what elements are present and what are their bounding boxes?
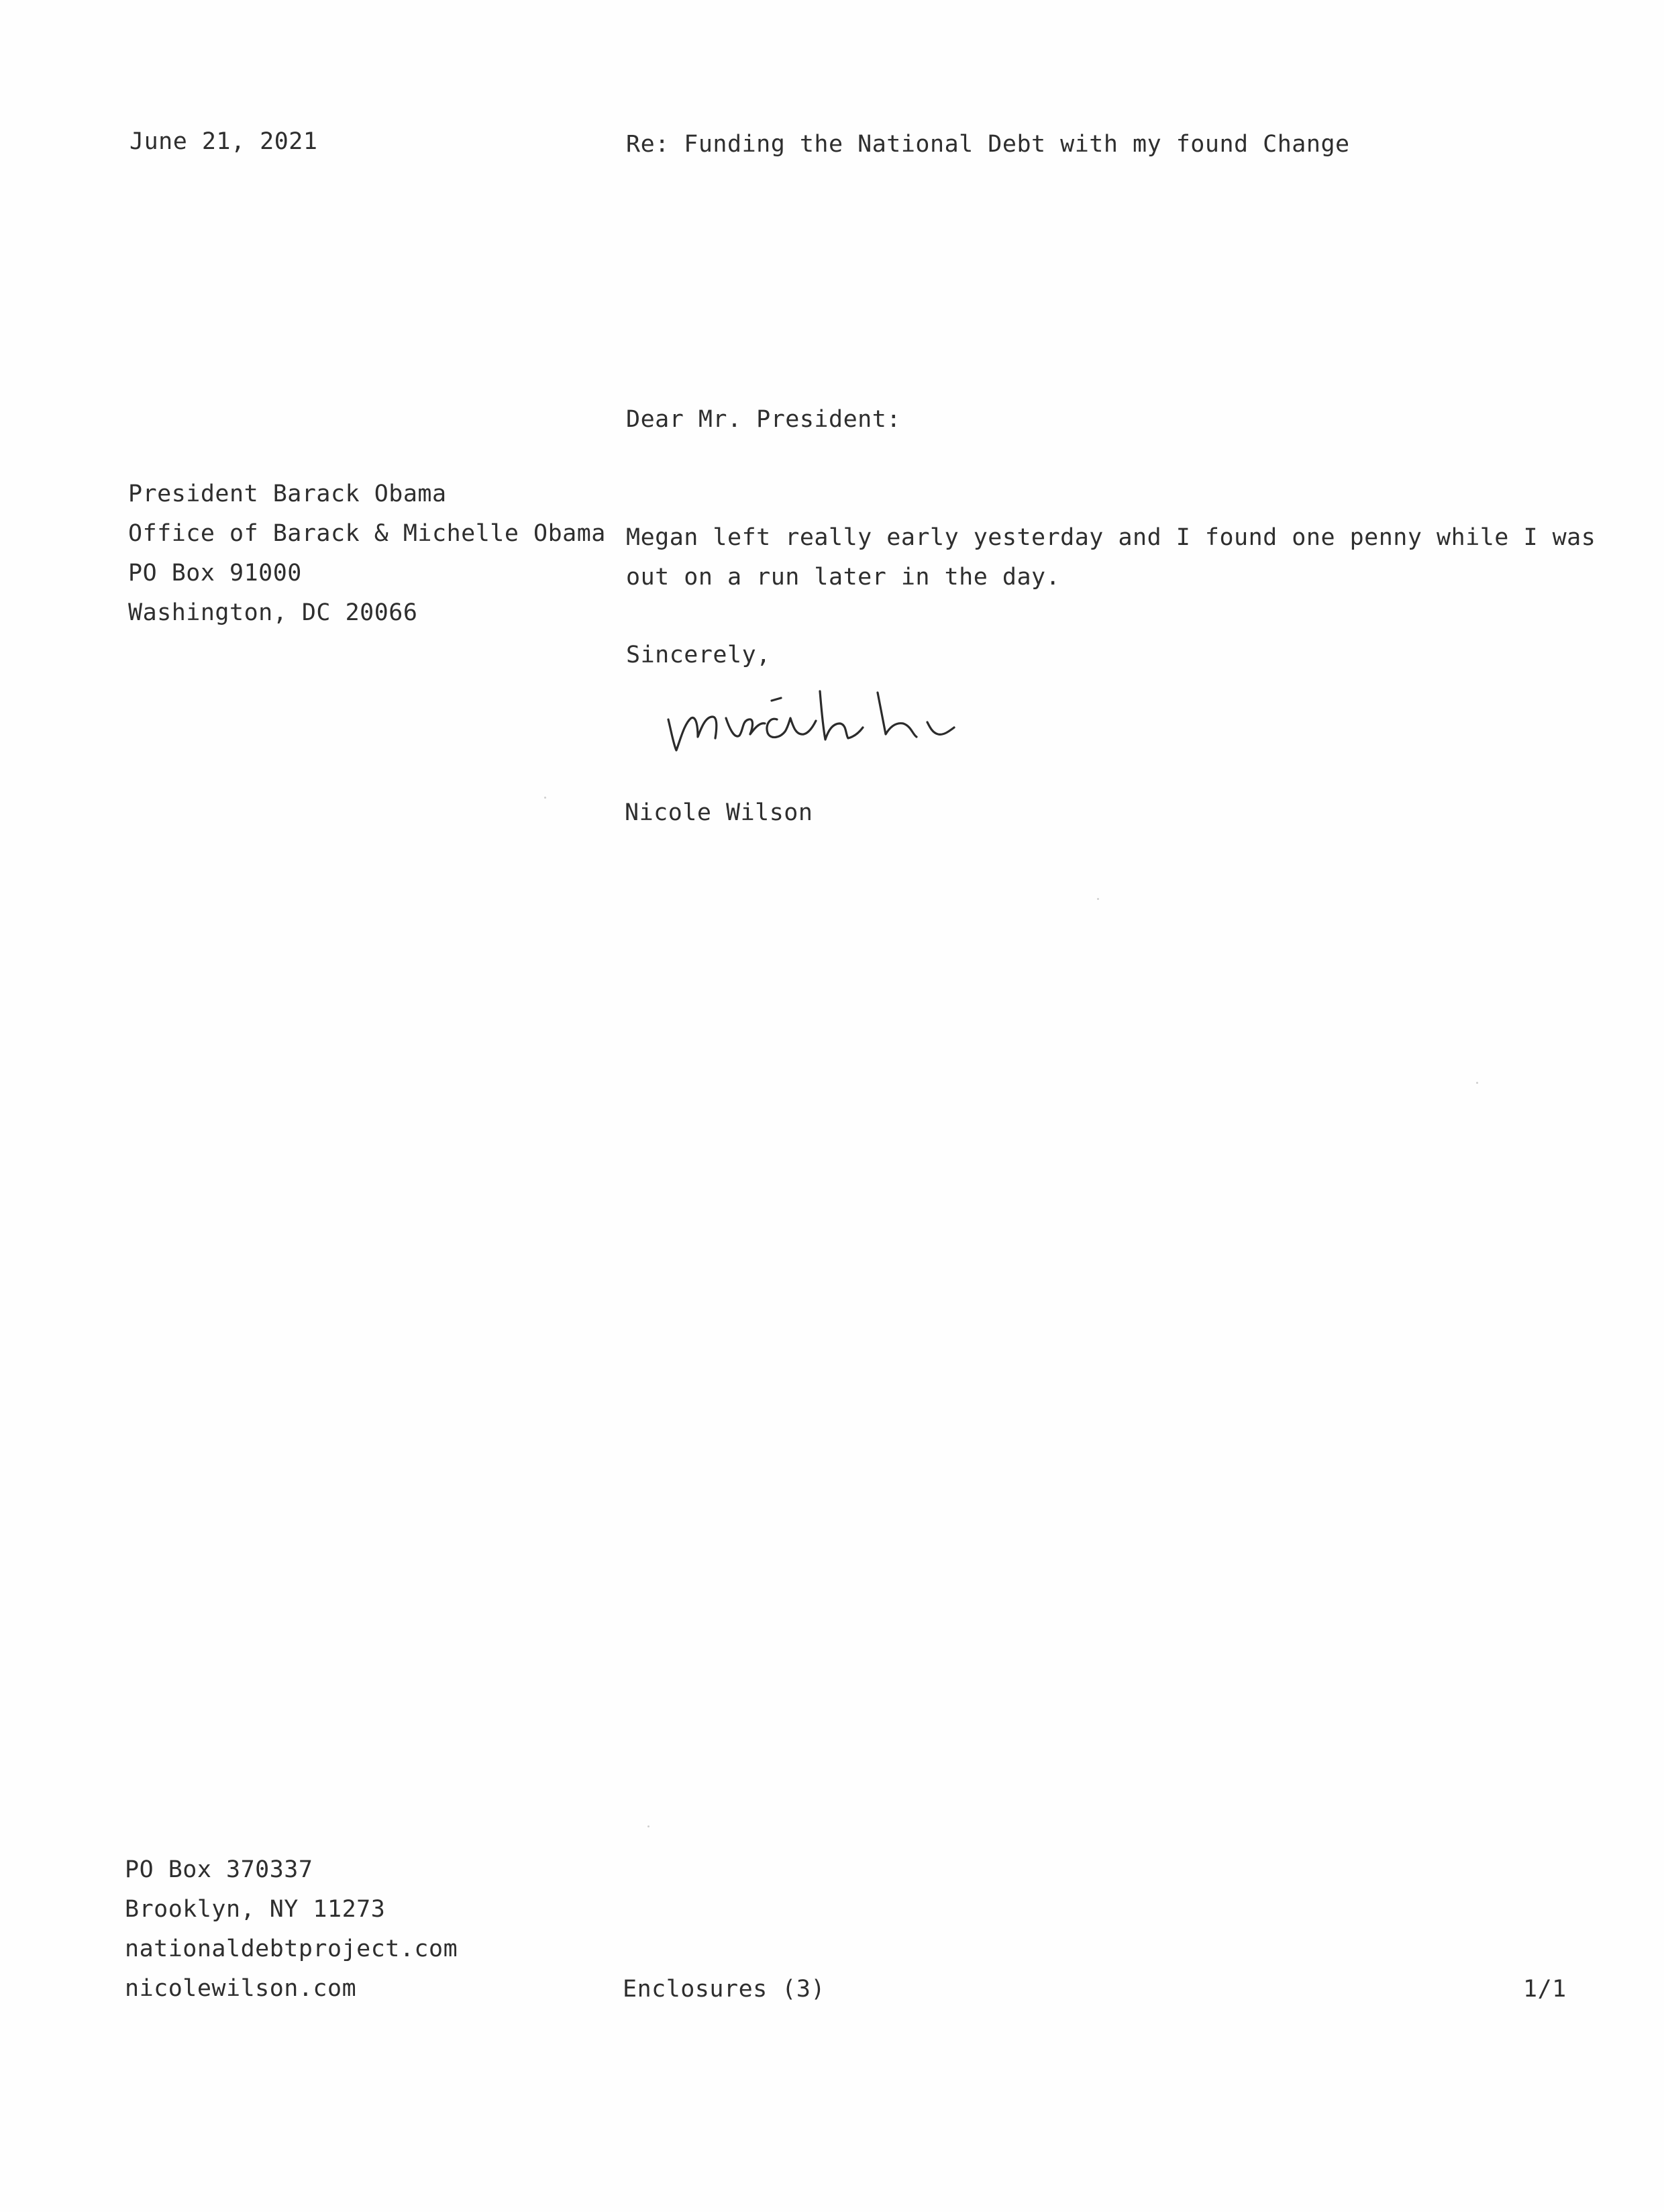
enclosures-note: Enclosures (3) xyxy=(623,1976,826,2003)
closing: Sincerely, xyxy=(626,642,771,668)
sender-line: PO Box 370337 xyxy=(125,1856,313,1883)
body-line: Megan left really early yesterday and I found one penny while I was xyxy=(626,524,1596,551)
subject-line: Re: Funding the National Debt with my found Change xyxy=(626,131,1350,158)
handwritten-signature xyxy=(664,678,980,765)
sender-line: nationaldebtproject.com xyxy=(125,1936,458,1962)
body-line: out on a run later in the day. xyxy=(626,564,1061,591)
recipient-line: Office of Barack & Michelle Obama xyxy=(128,520,606,547)
letter-body xyxy=(626,518,1596,597)
scan-speck xyxy=(544,797,546,799)
sender-line: nicolewilson.com xyxy=(125,1975,357,2002)
recipient-line: PO Box 91000 xyxy=(128,560,302,587)
scan-speck xyxy=(1097,898,1099,900)
salutation: Dear Mr. President: xyxy=(626,406,901,433)
sender-address xyxy=(125,1850,458,2009)
scan-speck xyxy=(647,1825,649,1827)
signer-name: Nicole Wilson xyxy=(625,799,813,826)
recipient-line: Washington, DC 20066 xyxy=(128,599,418,626)
recipient-line: President Barack Obama xyxy=(128,481,447,507)
letter-date: June 21, 2021 xyxy=(129,128,318,155)
scan-speck xyxy=(1476,1082,1478,1084)
sender-line: Brooklyn, NY 11273 xyxy=(125,1896,386,1923)
page-number: 1/1 xyxy=(1523,1976,1567,2003)
recipient-address xyxy=(128,474,606,633)
